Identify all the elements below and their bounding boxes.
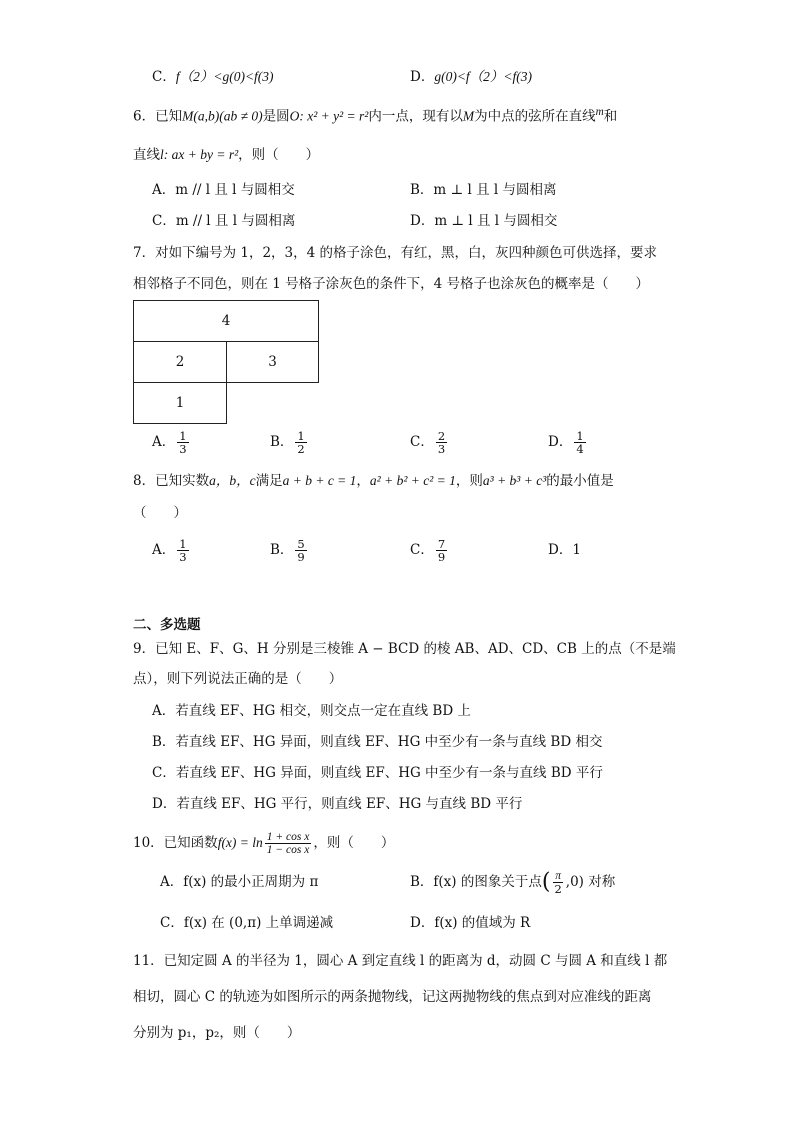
q6-end: 为中点的弦所在直线 — [474, 108, 596, 125]
q8-prefix: 8．已知实数 — [133, 473, 210, 489]
q6-prefix: 6．已知 — [133, 108, 183, 125]
q7-option-c-label: C． — [410, 434, 434, 450]
q10-b-den: 2 — [554, 882, 562, 896]
q7-option-d-label: D． — [548, 434, 573, 450]
q8-line2: （ ） — [133, 505, 187, 521]
q6-option-a: A．m // l 且 l 与圆相交 — [152, 182, 295, 198]
q8-b-num: 5 — [297, 537, 305, 551]
q11-line1: 11．已知定圆 A 的半径为 1，圆心 A 到定直线 l 的距离为 d，动圆 C 与圆 A 和直线 l 都 — [133, 953, 668, 969]
q8-option-b-frac — [295, 538, 306, 563]
q10-prefix: 10．已知函数 — [133, 835, 218, 851]
q10-num: 1 + cos x — [266, 831, 310, 843]
q8-mid2: ，则 — [455, 473, 483, 489]
q6-option-d: D．m ⊥ l 且 l 与圆相交 — [410, 213, 558, 229]
q6-and: 和 — [603, 108, 618, 125]
q10-option-a: A．f(x) 的最小正周期为 π — [160, 874, 319, 890]
q5-option-d-label: D． — [410, 69, 435, 85]
q6-suffix: 内一点，现有以 — [368, 108, 463, 125]
q9-line1: 9．已知 E、F、G、H 分别是三棱锥 A − BCD 的棱 AB、AD、CD、CB 上的点（不是端 — [133, 641, 676, 657]
q8-option-a-frac — [177, 538, 188, 563]
q10-option-c: C．f(x) 在 (0,π) 上单调递减 — [160, 915, 334, 931]
q7-d-num: 1 — [576, 429, 584, 443]
q9-line2: 点），则下列说法正确的是（ ） — [133, 671, 343, 687]
q7-option-d — [548, 430, 588, 455]
q6-line2-prefix: 直线 — [133, 147, 160, 163]
q8-option-d-label: D． — [548, 542, 573, 558]
q7-a-num: 1 — [179, 429, 187, 443]
q7-cell-1: 1 — [133, 382, 227, 424]
q6-line1 — [133, 103, 617, 126]
q11-line2: 相切，圆心 C 的轨迹为如图所示的两条抛物线，记这两抛物线的焦点到对应准线的距离 — [133, 989, 652, 1005]
q11-line3: 分别为 p₁，p₂，则（ ） — [133, 1025, 301, 1041]
q9-option-c: C．若直线 EF、HG 异面，则直线 EF、HG 中至少有一条与直线 BD 平行 — [152, 765, 603, 781]
q6-circle-eq: O: x² + y² = r² — [289, 108, 369, 124]
q7-cell-3: 3 — [226, 341, 319, 383]
q7-option-c — [410, 430, 449, 455]
q7-cell-2: 2 — [133, 341, 227, 383]
q5-option-d-text: g(0)<f（2）<f(3) — [434, 69, 533, 84]
q7-line2: 相邻格子不同色，则在 1 号格子涂灰色的条件下，4 号格子也涂灰色的概率是（ ） — [133, 276, 650, 292]
q6-option-b: B．m ⊥ l 且 l 与圆相离 — [410, 182, 557, 198]
q7-line1: 7．对如下编号为 1，2，3，4 的格子涂色，有红，黑，白，灰四种颜色可供选择，要求 — [133, 245, 658, 261]
q8-c-num: 7 — [437, 537, 446, 551]
q10-option-b-prefix: B．f(x) 的图象关于点 — [410, 874, 542, 890]
section-heading-multi-choice: 二、多选题 — [133, 617, 201, 633]
q8-option-b-label: B． — [270, 542, 294, 558]
q5-option-c-text: f（2）<g(0)<f(3) — [175, 69, 274, 84]
q10-option-b-frac — [552, 870, 563, 895]
q8-b-den: 9 — [297, 550, 305, 564]
q7-grid — [133, 300, 319, 424]
q5-option-c — [152, 68, 274, 86]
q8-sep: ， — [356, 473, 370, 489]
q8-a-den: 3 — [179, 550, 187, 564]
q6-mid: 是圆 — [262, 108, 290, 125]
q8-option-d — [548, 541, 581, 559]
q9-option-d: D．若直线 EF、HG 平行，则直线 EF、HG 与直线 BD 平行 — [152, 796, 523, 812]
q10-den: 1 − cos x — [266, 844, 310, 856]
q8-vars: a，b，c — [209, 473, 256, 488]
q7-option-a-label: A． — [152, 434, 176, 450]
q7-option-b-frac — [295, 430, 306, 455]
q7-c-num: 2 — [437, 429, 446, 443]
q8-option-a — [152, 538, 191, 563]
q7-a-den: 3 — [179, 442, 187, 456]
q8-option-c — [410, 538, 449, 563]
q10-b-num: π — [555, 870, 561, 882]
q6-point-m: M(a,b)(ab ≠ 0) — [182, 108, 263, 124]
q10-option-d: D．f(x) 的值域为 R — [410, 915, 531, 931]
q7-d-den: 4 — [576, 442, 584, 456]
q7-b-den: 2 — [297, 442, 305, 456]
q10-suffix: ，则（ ） — [313, 835, 395, 851]
q7-option-c-frac — [436, 430, 447, 455]
q6-line-eq: l: ax + by = r² — [160, 147, 239, 162]
q6-line2 — [133, 146, 319, 164]
q6-M: M — [462, 108, 475, 124]
q6-m: m — [595, 106, 604, 118]
q10-option-b-open-paren: ( — [541, 869, 551, 895]
q8-eq1: a + b + c = 1 — [282, 473, 357, 488]
q7-option-b-label: B． — [270, 434, 294, 450]
q7-option-d-frac — [574, 430, 585, 455]
q9-option-a: A．若直线 EF、HG 相交，则交点一定在直线 BD 上 — [152, 703, 471, 719]
q7-option-a — [152, 430, 191, 455]
q8-a-num: 1 — [179, 537, 187, 551]
q10-option-b — [410, 866, 615, 899]
q7-c-den: 3 — [437, 442, 446, 456]
q10-frac — [265, 831, 312, 856]
q6-line2-suffix: ，则（ ） — [238, 147, 320, 163]
q8-option-b — [270, 538, 309, 563]
q8-line1 — [133, 472, 614, 490]
q7-option-a-frac — [177, 430, 188, 455]
q6-option-c: C．m // l 且 l 与圆相离 — [152, 213, 296, 229]
q8-eq2: a² + b² + c² = 1 — [369, 473, 456, 488]
q8-expr: a³ + b³ + c³ — [482, 473, 547, 488]
q7-option-b — [270, 430, 309, 455]
q8-option-a-label: A． — [152, 542, 176, 558]
q7-cell-4: 4 — [133, 300, 319, 342]
q8-option-c-frac — [436, 538, 447, 563]
q8-option-c-label: C． — [410, 542, 434, 558]
q5-option-c-label: C． — [152, 69, 176, 85]
q9-option-b: B．若直线 EF、HG 异面，则直线 EF、HG 中至少有一条与直线 BD 相交 — [152, 734, 603, 750]
q10-stem — [133, 826, 394, 860]
q8-option-d-text: 1 — [572, 542, 581, 558]
q5-option-d — [410, 68, 532, 86]
q8-c-den: 9 — [437, 550, 446, 564]
q7-b-num: 1 — [297, 429, 305, 443]
q8-end: 的最小值是 — [546, 473, 614, 489]
q10-option-b-suffix: ,0) 对称 — [565, 874, 616, 890]
q8-mid1: 满足 — [255, 473, 283, 489]
q10-fx: f(x) = ln — [217, 835, 263, 850]
